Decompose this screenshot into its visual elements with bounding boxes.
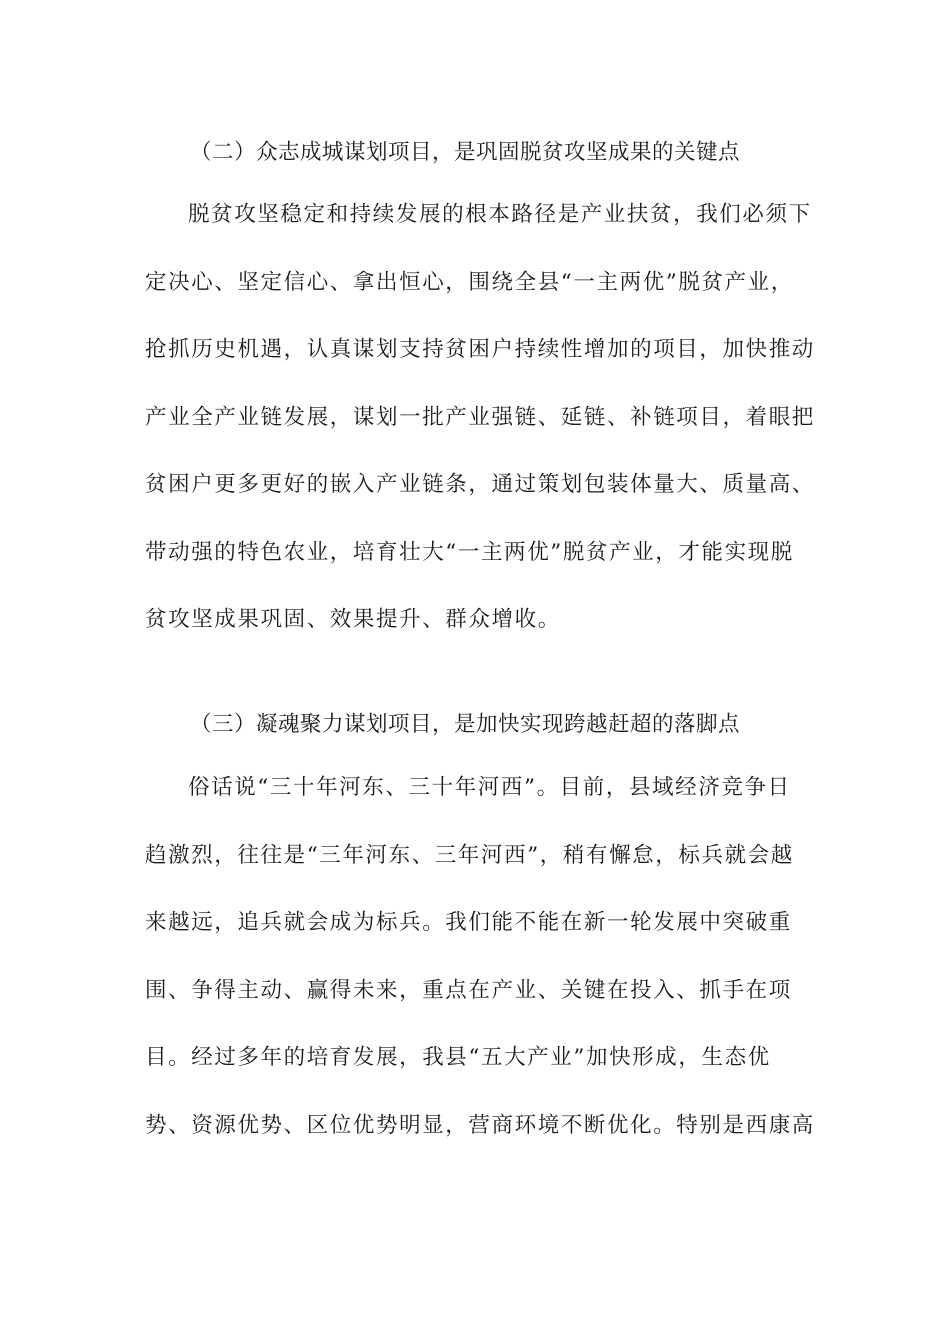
section-paragraph-2 <box>145 200 815 673</box>
paragraph-line: 围、争得主动、赢得未来，重点在产业、关键在投入、抓手在项 <box>145 977 792 1003</box>
paragraph-line: 带动强的特色农业，培育壮大“一主两优”脱贫产业，才能实现脱 <box>145 539 794 565</box>
paragraph-line: 来越远，追兵就会成为标兵。我们能不能在新一轮发展中突破重 <box>145 910 792 935</box>
section-paragraph-3 <box>145 773 815 1178</box>
paragraph-line: 产业全产业链发展，谋划一批产业强链、延链、补链项目，着眼把 <box>145 404 815 430</box>
paragraph-line: 贫困户更多更好的嵌入产业链条，通过策划包装体量大、质量高、 <box>145 472 815 497</box>
paragraph-line: 贫攻坚成果巩固、效果提升、群众增收。 <box>145 607 561 632</box>
paragraph-line: 俗话说“三十年河东、三十年河西”。目前，县域经济竞争日 <box>188 775 791 800</box>
paragraph-line: 脱贫攻坚稳定和持续发展的根本路径是产业扶贫，我们必须下 <box>188 202 812 227</box>
paragraph-line: 趋激烈，往往是“三年河东、三年河西”，稍有懈怠，标兵就会越 <box>145 842 794 868</box>
paragraph-line: 抢抓历史机遇，认真谋划支持贫困户持续性增加的项目，加快推动 <box>145 337 815 362</box>
paragraph-line: 目。经过多年的培育发展，我县“五大产业”加快形成，生态优 <box>145 1045 771 1070</box>
paragraph-line: 势、资源优势、区位优势明显，营商环境不断优化。特别是西康高 <box>145 1112 815 1138</box>
paragraph-line: 定决心、坚定信心、拿出恒心，围绕全县“一主两优”脱贫产业， <box>145 269 794 295</box>
section-heading-3: （三）凝魂聚力谋划项目，是加快实现跨越赶超的落脚点 <box>190 712 741 737</box>
section-heading-2: （二）众志成城谋划项目，是巩固脱贫攻坚成果的关键点 <box>190 140 741 165</box>
